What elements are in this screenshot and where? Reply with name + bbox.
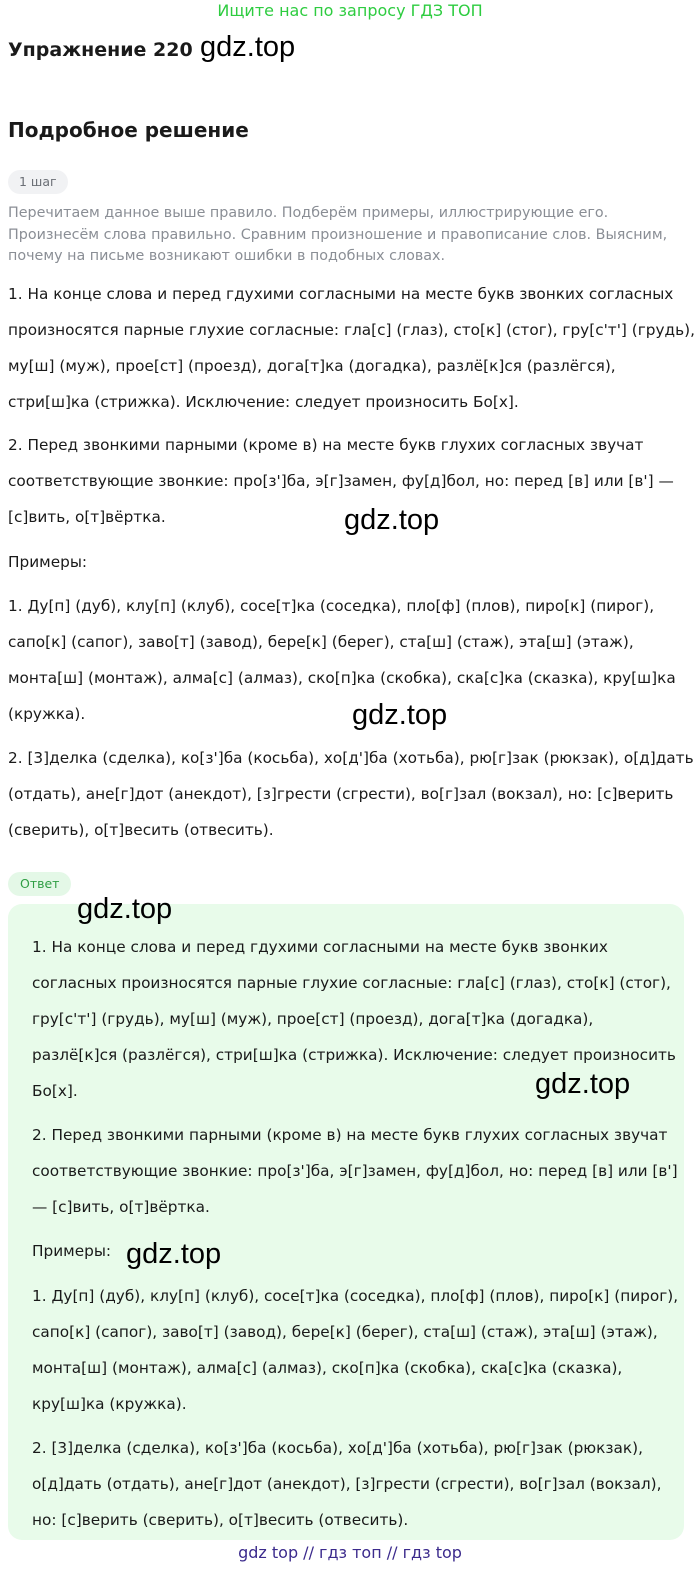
footer-links: gdz top // гдз топ // гдз top [238,1543,462,1562]
solution-paragraph-1: 1. На конце слова и перед гдухими согласными на месте букв звонких согласных произносятся парные глухие согласные: гла[с] (глаз), сто[к] (стог), гру[с'т'] (грудь), му[ш] (муж), прое[ст] (проезд), дога[т]ка (догадка), разлё[к]ся (разлёгся), стри[ш]ка (стрижка). Исключение: следует произносить Бо[х]. [8,285,695,411]
answer-examples-label: Примеры: [32,1242,112,1260]
answer-examples-paragraph-2: 2. [3]делка (сделка), ко[з']ба (косьба), хо[д']ба (хотьба), рю[г]зак (рюкзак), о[д]дать (отдать), ане[г]дот (анекдот), [з]грести (сгрести), во[г]зал (вокзал), но: [с]верить (сверить), о[т]весить (отвесить). [32,1439,662,1529]
search-hint-banner: Ищите нас по запросу ГДЗ ТОП [217,1,483,20]
watermark: gdz.top [200,31,296,63]
watermark: gdz.top [352,699,448,731]
watermark: gdz.top [126,1238,222,1270]
step-badge: 1 шаг [8,170,68,194]
exercise-title: Упражнение 220 [8,39,193,61]
solution-paragraph-2: 2. Перед звонкими парными (кроме в) на месте букв глухих согласных звучат соответствующие звонкие: про[з']ба, э[г]замен, фу[д]бол, но: перед [в] или [в'] — [с]вить, о[т]вёртка. [8,436,674,526]
answer-badge: Ответ [8,872,71,896]
watermark: gdz.top [535,1068,631,1100]
examples-paragraph-1: 1. Ду[п] (дуб), клу[п] (клуб), сосе[т]ка (соседка), пло[ф] (плов), пиро[к] (пирог), сапо[к] (сапог), заво[т] (завод), бере[к] (берег), ста[ш] (стаж), эта[ш] (этаж), монта[ш] (монтаж), алма[с] (алмаз), ско[п]ка (скобка), ска[с]ка (сказка), кру[ш]ка (кружка). [8,597,676,723]
examples-paragraph-2: 2. [3]делка (сделка), ко[з']ба (косьба), хо[д']ба (хотьба), рю[г]зак (рюкзак), о[д]дать (отдать), ане[г]дот (анекдот), [з]грести (сгрести), во[г]зал (вокзал), но: [с]верить (сверить), о[т]весить (отвесить). [8,749,694,839]
answer-examples-paragraph-1: 1. Ду[п] (дуб), клу[п] (клуб), сосе[т]ка (соседка), пло[ф] (плов), пиро[к] (пирог), сапо[к] (сапог), заво[т] (завод), бере[к] (берег), ста[ш] (стаж), эта[ш] (этаж), монта[ш] (монтаж), алма[с] (алмаз), ско[п]ка (скобка), ска[с]ка (сказка), кру[ш]ка (кружка). [32,1287,679,1413]
intro-text: Перечитаем данное выше правило. Подберём примеры, иллюстрирующие его. Произнесём слова правильно. Сравним произношение и правописание слов. Выясним, почему на письме возникают ошибки в подобных словах. [8,205,668,264]
watermark: gdz.top [344,504,440,536]
section-title: Подробное решение [8,118,249,142]
answer-paragraph-1: 1. На конце слова и перед гдухими согласными на месте букв звонких согласных произносятся парные глухие согласные: гла[с] (глаз), сто[к] (стог), гру[с'т'] (грудь), му[ш] (муж), прое[ст] (проезд), дога[т]ка (догадка), разлё[к]ся (разлёгся), стри[ш]ка (стрижка). Исключение: следует произносить Бо[х]. [32,938,676,1100]
answer-paragraph-2: 2. Перед звонкими парными (кроме в) на месте букв глухих согласных звучат соответствующие звонкие: про[з']ба, э[г]замен, фу[д]бол, но: перед [в] или [в'] — [с]вить, о[т]вёртка. [32,1126,678,1216]
watermark: gdz.top [77,893,173,925]
examples-label: Примеры: [8,553,88,571]
